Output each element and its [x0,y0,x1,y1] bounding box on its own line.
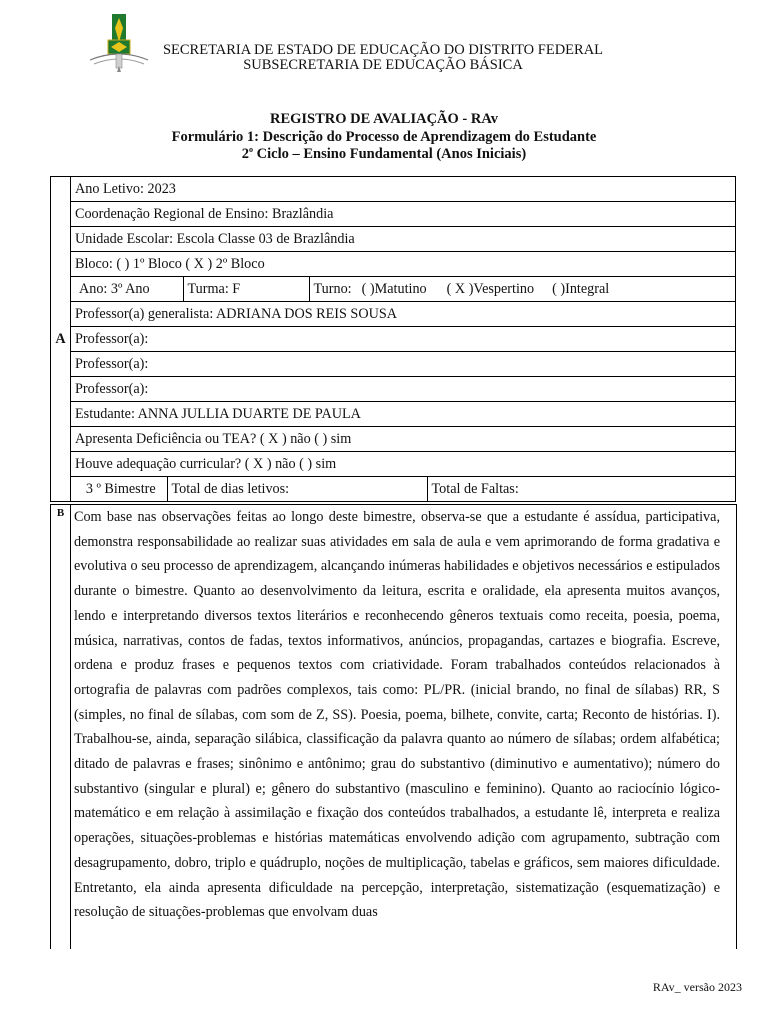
version-footer: RAv_ versão 2023 [652,980,742,994]
turno-matutino-option[interactable]: ( )Matutino [361,280,427,297]
cycle-subtitle [0,146,768,162]
section-b-text[interactable]: Com base nas observações feitas ao longo deste bimestre, observa-se que a estudante é assídua, participativa, demonstra responsabilidade ao realizar suas atividades em sala de aula e vem aprimorando de forma gradativa e evolutiva o seu processo de aprendizagem, alcançando inúmeras habilidades e objetivos necessários e estipulados durante o bimestre. Quanto ao desenvolvimento da leitura, escrita e oralidade, ela apresenta muitos avanços, lendo e interpretando diversos textos literários e reconhecendo gêneros textuais como receita, poesia, poema, música, narrativas, contos de fadas, textos informativos, anúncios, propagandas, cartazes e biografia. Escreve, ordena e produz frases e pequenos textos com criatividade. Foram trabalhados conteúdos relacionados à ortografia de palavras com padrões complexos, tais como: PL/PR. (inicial brando, no final de sílabas) RR, S (simples, no final de sílabas, com som de Z, SS). Poesia, poema, bilhete, convite, carta; Reconto de histórias. I). Trabalhou-se, ainda, separação silábica, classificação da palavra quanto ao número de sílabas; ordem alfabética; ditado de palavras e frases; sinônimo e antônimo; grau do substantivo (diminutivo e aumentativo); número do substantivo (singular e plural) e; gênero do substantivo (masculino e feminino). Quanto ao raciocínio lógico-matemático e em relação à assimilação e fixação dos conteúdos trabalhados, a estudante lê, interpreta e realiza operações, situações-problemas e histórias matemáticas envolvendo adição com agrupamento, subtração com desagrupamento, dobro, triplo e quádruplo, noções de multiplicação, tabelas e gráficos, sem maiores dificuldade. Entretanto, ela ainda apresenta dificuldade na percepção, interpretação, sistematização (esquematização) e resolução de situações-problemas que envolvam duas [74,509,720,921]
ano-turma-turno-row [71,277,736,302]
bloco-field[interactable]: Bloco: ( ) 1º Bloco ( X ) 2º Bloco [71,252,736,277]
cycle-number: 2 [241,146,250,162]
professor-field-1[interactable]: Professor(a): [71,327,736,352]
estudante-field[interactable]: Estudante: ANNA JULLIA DUARTE DE PAULA [71,402,736,427]
professor-field-2[interactable]: Professor(a): [71,352,736,377]
header-line-1: SECRETARIA DE ESTADO DE EDUCAÇÃO DO DISTRITO FEDERAL [162,42,604,58]
deficiencia-field[interactable]: Apresenta Deficiência ou TEA? ( X ) não ( ) sim [71,427,736,452]
turno-field[interactable] [309,277,731,301]
section-b [50,504,737,949]
header-line-2: SUBSECRETARIA DE EDUCAÇÃO BÁSICA [243,57,523,73]
turno-vespertino-option[interactable]: ( X )Vespertino [446,280,535,297]
cycle-rest: Ciclo – Ensino Fundamental (Anos Iniciais) [253,146,527,162]
professor-field-3[interactable]: Professor(a): [71,377,736,402]
form-subtitle: Formulário 1: Descrição do Processo de Aprendizagem do Estudante [171,129,597,145]
ano-letivo-field[interactable]: Ano Letivo: 2023 [71,177,736,202]
turno-integral-option[interactable]: ( )Integral [552,280,610,297]
federal-district-emblem-icon [88,12,150,76]
section-a-label: A [51,177,71,502]
dias-letivos-field[interactable]: Total de dias letivos: [167,477,427,501]
section-b-label: B [51,505,71,949]
cre-field[interactable]: Coordenação Regional de Ensino: Brazlândia [71,202,736,227]
adequacao-field[interactable]: Houve adequação curricular? ( X ) não ( ) sim [71,452,736,477]
bimestre-field[interactable]: 3 º Bimestre [85,480,156,497]
cycle-ordinal: o [249,145,254,155]
faltas-field[interactable]: Total de Faltas: [427,477,731,501]
document-title: REGISTRO DE AVALIAÇÃO - RAv [269,111,499,127]
turno-label: Turno: [313,280,352,297]
ano-field[interactable]: Ano: 3º Ano [79,280,150,297]
bimestre-row [71,477,736,502]
professor-generalista-field[interactable]: Professor(a) generalista: ADRIANA DOS REIS SOUSA [71,302,736,327]
turma-field[interactable]: Turma: F [183,277,309,301]
section-a-table [50,176,736,502]
unidade-escolar-field[interactable]: Unidade Escolar: Escola Classe 03 de Brazlândia [71,227,736,252]
